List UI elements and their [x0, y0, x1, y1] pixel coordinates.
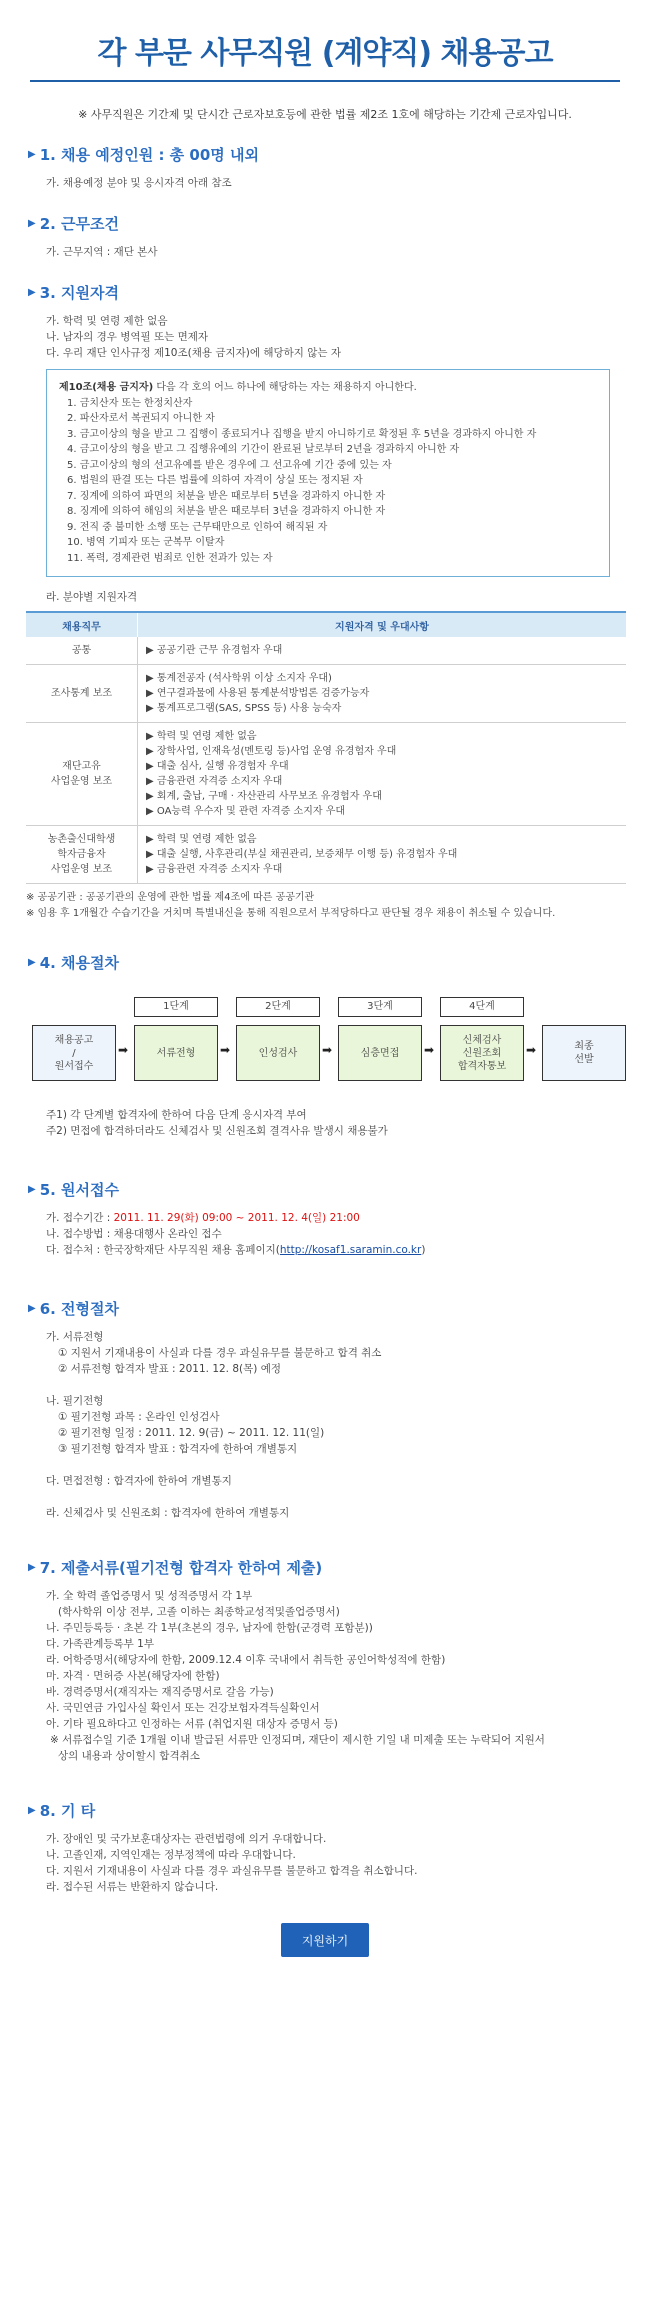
text-line: ③ 필기전형 합격자 발표 : 합격자에 한하여 개별통지	[58, 1443, 298, 1455]
section-heading: ▶ 1. 채용 예정인원 : 총 00명 내외	[28, 146, 259, 164]
text-line: 라. 접수된 서류는 반환하지 않습니다.	[46, 1881, 219, 1893]
text-line: 사. 국민연금 가입사실 확인서 또는 건강보험자격득실확인서	[46, 1702, 320, 1714]
notice-text: ※ 사무직원은 기간제 및 단시간 근로자보호등에 관한 법률 제2조 1호에 해당하는 기간제 근로자입니다.	[78, 108, 572, 121]
text-line: 다. 우리 재단 인사규정 제10조(채용 금지자)에 해당하지 않는 자	[46, 347, 342, 359]
table-row	[26, 826, 626, 884]
section-3-sub	[28, 589, 650, 605]
section-heading: ▶ 2. 근무조건	[28, 215, 120, 233]
disqualification-item: 6. 법원의 판결 또는 다른 법률에 의하여 자격이 상실 또는 정지된 자	[67, 475, 363, 486]
qualification-item: ▶ 공공기관 근무 유경험자 우대	[146, 645, 283, 656]
text-line: 나. 주민등록등 · 초본 각 1부(초본의 경우, 남자에 한함(군경력 포함분))	[46, 1622, 373, 1634]
disqualification-item: 9. 전직 중 불미한 소행 또는 근무태만으로 인하여 해직된 자	[67, 521, 328, 533]
disqualification-item: 1. 금치산자 또는 한정치산자	[67, 397, 193, 409]
footnote: ※ 공공기관 : 공공기관의 운영에 관한 법률 제4조에 따른 공공기관	[26, 892, 315, 903]
text-line: ① 필기전형 과목 : 온라인 인성검사	[58, 1411, 220, 1423]
arrow-right-icon: ➡	[424, 1043, 435, 1057]
box-items	[59, 396, 597, 567]
section-heading: ▶ 6. 전형절차	[28, 1300, 120, 1318]
text-line: 가. 全 학력 졸업증명서 및 성적증명서 각 1부	[46, 1590, 253, 1602]
section-1	[28, 144, 650, 191]
stage-label: 3단계	[338, 997, 422, 1017]
arrow-right-icon: ➡	[220, 1043, 231, 1057]
text-line: 가. 근무지역 : 재단 본사	[46, 246, 158, 258]
text-line: 라. 분야별 지원자격	[46, 591, 138, 603]
arrow-icon: ▶	[28, 957, 36, 968]
arrow-icon: ▶	[28, 1805, 36, 1816]
text-line: ② 서류전형 합격자 발표 : 2011. 12. 8(목) 예정	[58, 1363, 281, 1375]
text-line: 나. 필기전형	[46, 1395, 104, 1407]
text-line: 주1) 각 단계별 합격자에 한하여 다음 단계 응시자격 부여	[46, 1109, 307, 1121]
text-line: 다. 가족관계등록부 1부	[46, 1638, 154, 1650]
table-footnotes	[26, 890, 650, 922]
qualification-item: ▶ 회계, 출납, 구매 · 자산관리 사무보조 유경험자 우대	[146, 791, 382, 802]
text-line: ② 필기전형 일정 : 2011. 12. 9(금) ~ 2011. 12. 11(일)	[58, 1427, 325, 1439]
text-line: 가. 학력 및 연령 제한 없음	[46, 315, 168, 327]
text-line: 다. 지원서 기재내용이 사실과 다를 경우 과실유무를 불문하고 합격을 취소합니다.	[46, 1865, 418, 1877]
box-heading: 제10조(채용 금지자) 다음 각 호의 어느 하나에 해당하는 자는 채용하지 아니한다.	[59, 382, 417, 393]
text-line: 라. 어학증명서(해당자에 한함, 2009.12.4 이후 국내에서 취득한 공인어학성적에 한함)	[46, 1654, 446, 1666]
text-line: 마. 자격 · 면허증 사본(해당자에 한함)	[46, 1670, 220, 1682]
disqualification-item: 4. 금고이상의 형을 받고 그 집행유예의 기간이 완료된 날로부터 2년을 경과하지 아니한 자	[67, 444, 460, 455]
disqualification-item: 2. 파산자로서 복권되지 아니한 자	[67, 413, 215, 424]
qualification-item: ▶ 학력 및 연령 제한 없음	[146, 834, 257, 845]
flow-box: 신체검사 신원조회 합격자통보	[440, 1025, 524, 1081]
qualification-cell	[138, 637, 627, 665]
job-category: 공통	[26, 637, 138, 665]
title-rule	[30, 80, 620, 82]
qualification-item: ▶ 통계프로그램(SAS, SPSS 등) 사용 능숙자	[146, 703, 342, 714]
section-5	[28, 1179, 650, 1258]
job-category: 조사통계 보조	[26, 665, 138, 723]
section-heading: ▶ 3. 지원자격	[28, 284, 120, 302]
qualification-table	[26, 611, 626, 884]
text-line: 바. 경력증명서(재직자는 재직증명서로 갈음 가능)	[46, 1686, 274, 1698]
period-value: 2011. 11. 29(화) 09:00 ~ 2011. 12. 4(일) 21:00	[113, 1212, 360, 1224]
qualification-item: ▶ 통계전공자 (석사학위 이상 소지자 우대)	[146, 673, 332, 684]
disqualification-item: 5. 금고이상의 형의 선고유예를 받은 경우에 그 선고유예 기간 중에 있는 자	[67, 459, 392, 471]
section-4	[28, 952, 650, 973]
job-category: 농촌출신대학생 학자금융자 사업운영 보조	[26, 826, 138, 884]
flow-box: 심층면접	[338, 1025, 422, 1081]
text-line: 다. 접수처 : 한국장학재단 사무직원 채용 홈페이지(http://kosaf1.saramin.co.kr)	[46, 1244, 426, 1256]
text-line: ① 지원서 기재내용이 사실과 다를 경우 과실유무를 불문하고 합격 취소	[58, 1347, 382, 1359]
arrow-right-icon: ➡	[526, 1043, 537, 1057]
disqualification-item: 7. 징계에 의하여 파면의 처분을 받은 때로부터 5년을 경과하지 아니한 자	[67, 490, 386, 502]
stage-label: 4단계	[440, 997, 524, 1017]
qualification-item: ▶ 대출 심사, 실행 유경험자 우대	[146, 761, 289, 772]
section-8	[28, 1800, 650, 1895]
section-heading: ▶ 5. 원서접수	[28, 1181, 120, 1199]
qualification-cell	[138, 665, 627, 723]
table-row	[26, 723, 626, 826]
section-7	[28, 1557, 650, 1764]
arrow-right-icon: ➡	[322, 1043, 333, 1057]
text-line: 나. 고졸인재, 지역인재는 정부정책에 따라 우대합니다.	[46, 1849, 296, 1861]
arrow-icon: ▶	[28, 1303, 36, 1314]
text-line: ※ 서류접수일 기준 1개월 이내 발급된 서류만 인정되며, 재단이 제시한 기일 내 미제출 또는 누락되어 지원서	[50, 1734, 545, 1746]
disqualification-item: 8. 징계에 의하여 해임의 처분을 받은 때로부터 3년을 경과하지 아니한 자	[67, 506, 386, 517]
disqualification-item: 10. 병역 기피자 또는 군복무 이탈자	[67, 537, 225, 548]
arrow-icon: ▶	[28, 287, 36, 298]
flow-box: 인성검사	[236, 1025, 320, 1081]
qualification-item: ▶ 장학사업, 인재육성(멘토링 등)사업 운영 유경험자 우대	[146, 746, 397, 757]
text-line: 아. 기타 필요하다고 인정하는 서류 (취업지원 대상자 증명서 등)	[46, 1718, 338, 1730]
text-line: 다. 면접전형 : 합격자에 한하여 개별통지	[46, 1475, 232, 1487]
text-line: 주2) 면접에 합격하더라도 신체검사 및 신원조회 결격사유 발생시 채용불가	[46, 1125, 388, 1137]
process-flow	[30, 997, 630, 1107]
arrow-icon: ▶	[28, 149, 36, 160]
section-4-notes	[28, 1107, 650, 1139]
section-heading: ▶ 7. 제출서류(필기전형 합격자 한하여 제출)	[28, 1559, 323, 1577]
table-row	[26, 637, 626, 665]
arrow-icon: ▶	[28, 1184, 36, 1195]
text-line: 상의 내용과 상이할시 합격취소	[58, 1750, 200, 1762]
page-title: 각 부문 사무직원 (계약직) 채용공고	[97, 36, 553, 71]
document-list	[28, 1588, 650, 1764]
arrow-icon: ▶	[28, 218, 36, 229]
flow-box: 서류전형	[134, 1025, 218, 1081]
text-line: (학사학위 이상 전부, 고졸 이하는 최종학교성적및졸업증명서)	[58, 1606, 340, 1618]
qualification-item: ▶ 대출 실행, 사후관리(부실 채권관리, 보증채무 이행 등) 유경험자 우대	[146, 849, 458, 860]
stage-label: 2단계	[236, 997, 320, 1017]
qualification-cell	[138, 826, 627, 884]
qualification-cell	[138, 723, 627, 826]
disqualification-item: 11. 폭력, 경제관련 범죄로 인한 전과가 있는 자	[67, 552, 273, 564]
text-line: 가. 접수기간 : 2011. 11. 29(화) 09:00 ~ 2011. 12. 4(일) 21:00	[46, 1212, 360, 1224]
table-header: 지원자격 및 우대사항	[138, 612, 627, 637]
text-line: 나. 남자의 경우 병역필 또는 면제자	[46, 331, 209, 343]
qualification-item: ▶ 학력 및 연령 제한 없음	[146, 731, 257, 742]
section-heading: ▶ 4. 채용절차	[28, 954, 120, 972]
apply-button[interactable]: 지원하기	[281, 1923, 369, 1957]
section-3	[28, 282, 650, 361]
text-line: 라. 신체검사 및 신원조회 : 합격자에 한하여 개별통지	[46, 1507, 290, 1519]
arrow-icon: ▶	[28, 1562, 36, 1573]
text-line: 가. 서류전형	[46, 1331, 104, 1343]
homepage-link[interactable]: http://kosaf1.saramin.co.kr	[279, 1244, 422, 1256]
section-6	[28, 1298, 650, 1521]
qualification-item: ▶ 연구결과물에 사용된 통계분석방법론 검증가능자	[146, 688, 370, 699]
disqualification-item: 3. 금고이상의 형을 받고 그 집행이 종료되거나 집행을 받지 아니하기로 확정된 후 5년을 경과하지 아니한 자	[67, 428, 537, 440]
section-2	[28, 213, 650, 260]
qualification-item: ▶ OA능력 우수자 및 관련 자격증 소지자 우대	[146, 806, 346, 817]
job-category: 재단고유 사업운영 보조	[26, 723, 138, 826]
text-line: 가. 채용예정 분야 및 응시자격 아래 참조	[46, 177, 232, 189]
table-header: 채용직무	[26, 612, 138, 637]
arrow-right-icon: ➡	[118, 1043, 129, 1057]
footnote: ※ 임용 후 1개월간 수습기간을 거치며 특별내신을 통해 직원으로서 부적당하다고 판단될 경우 채용이 취소될 수 있습니다.	[26, 908, 556, 919]
table-row	[26, 665, 626, 723]
section-heading: ▶ 8. 기 타	[28, 1802, 96, 1820]
flow-box: 채용공고 / 원서접수	[32, 1025, 116, 1081]
disqualification-box	[46, 369, 610, 577]
qualification-item: ▶ 금융관련 자격증 소지자 우대	[146, 864, 283, 875]
qualification-item: ▶ 금융관련 자격증 소지자 우대	[146, 776, 283, 787]
text-line: 나. 접수방법 : 채용대행사 온라인 접수	[46, 1228, 222, 1240]
flow-box: 최종 선발	[542, 1025, 626, 1081]
stage-label: 1단계	[134, 997, 218, 1017]
text-line: 가. 장애인 및 국가보훈대상자는 관련법령에 의거 우대합니다.	[46, 1833, 327, 1845]
